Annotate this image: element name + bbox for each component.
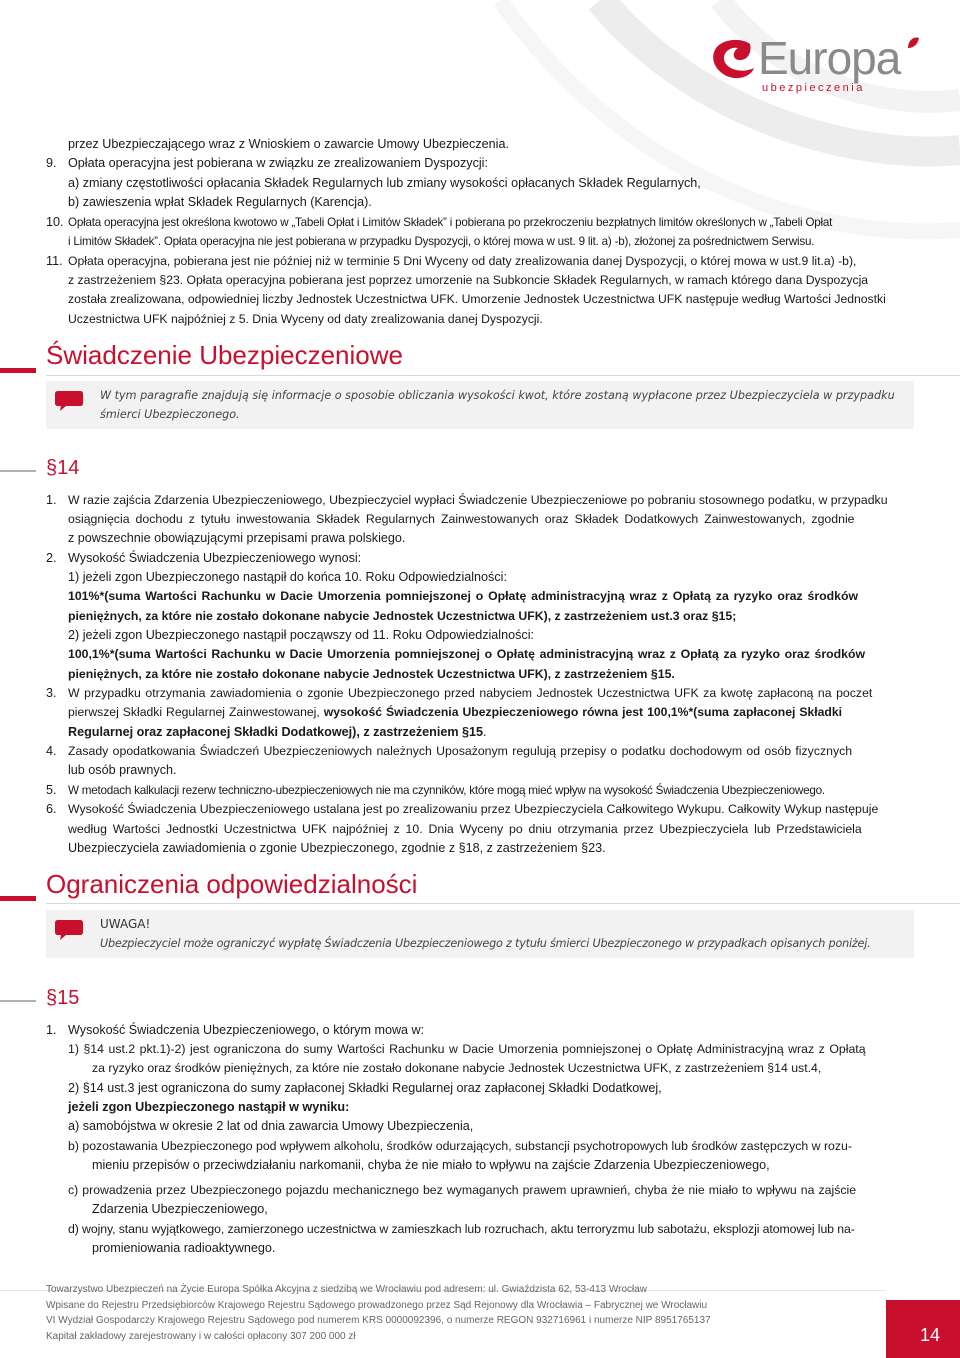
p14-6-line2: według Wartości Jednostki Uczestnictwa UFK najpóźniej z 10. Dnia Wyceny po dniu otrzymania przez Ubezpieczyciela lub Przedstawiciela bbox=[68, 822, 862, 836]
item-number: 1. bbox=[46, 493, 57, 507]
footer-line3: VI Wydział Gospodarczy Krajowego Rejestru Sądowego pod numerem KRS 0000092396, o numerze REGON 932716961 i numerze NIP 8951765137 bbox=[46, 1315, 711, 1327]
p15-1-text: Wysokość Świadczenia Ubezpieczeniowego, o którym mowa w: bbox=[68, 1023, 425, 1037]
warning-callout bbox=[46, 910, 914, 958]
p14-2-2-bold-line2: pieniężnych, za które nie zostało dokonane nabycie Jednostek Uczestnictwa UFK), z zastrzeżeniem §15. bbox=[68, 667, 675, 681]
p15-1-2-text: 2) §14 ust.3 jest ograniczona do sumy zapłaconej Składki Regularnej oraz zapłaconej Składki Dodatkowej, bbox=[68, 1081, 662, 1095]
p15-item-b-line2: mieniu przepisów o przeciwdziałaniu narkomanii, chyba że nie miało to wpływu na zajście Zdarzenia Ubezpieczeniowego, bbox=[92, 1158, 770, 1172]
p14-3-line2-bold: wysokość Świadczenia Ubezpieczeniowego równa jest 100,1%*(suma zapłaconej Składki bbox=[323, 705, 843, 719]
item-number: 10. bbox=[46, 215, 64, 229]
p15-item-d-line1: d) wojny, stanu wyjątkowego, zamierzonego uczestnictwa w zamieszkach lub rozruchach, aktu terroryzmu lub sabotażu, eksplozji atomowej lub na- bbox=[68, 1222, 855, 1236]
p14-1-line1: W razie zajścia Zdarzenia Ubezpieczeniowego, Ubezpieczyciel wypłaci Świadczenie Ubezpieczeniowe po pobraniu stosownego podatku, w przypadku bbox=[68, 493, 888, 507]
paragraph-marker bbox=[0, 1000, 36, 1002]
p14-2-2-text: 2) jeżeli zgon Ubezpieczonego nastąpił począwszy od 11. Roku Odpowiedzialności: bbox=[68, 628, 534, 642]
item-number: 9. bbox=[46, 156, 57, 170]
europa-logo-icon bbox=[710, 38, 756, 80]
callout-line1: Ubezpieczyciel może ograniczyć wypłatę Świadczenia Ubezpieczeniowego z tytułu śmierci Ubezpieczonego w przypadkach opisanych poniżej. bbox=[100, 937, 871, 950]
item-number: 5. bbox=[46, 783, 57, 797]
section-divider bbox=[46, 903, 960, 904]
section-marker bbox=[0, 896, 36, 901]
paragraph-number: §14 bbox=[46, 457, 80, 479]
intro-line: przez Ubezpieczającego wraz z Wnioskiem o zawarcie Umowy Ubezpieczenia. bbox=[68, 137, 509, 151]
logo-wordmark: Europa bbox=[758, 32, 901, 84]
p15-1-1-line2: za ryzyko oraz środków pieniężnych, za które nie zostało dokonane nabycie Jednostek Uczestnictwa UFK, z zastrzeżeniem §14 ust.4, bbox=[92, 1061, 822, 1075]
p14-2-1-bold-line1: 101%*(suma Wartości Rachunku w Dacie Umorzenia pomniejszonej o Opłatę administracyjną wraz z Opłatą za ryzyko oraz środków bbox=[68, 589, 859, 603]
callout-line2: śmierci Ubezpieczonego. bbox=[100, 408, 240, 421]
callout-heading: UWAGA! bbox=[100, 917, 151, 931]
item-number: 3. bbox=[46, 686, 57, 700]
paragraph-marker bbox=[0, 470, 36, 472]
item-11-line2: z zastrzeżeniem §23. Opłata operacyjna pobierana jest poprzez umorzenie na Subkoncie Składek Regularnych, w ramach którego dana Dyspozycja bbox=[68, 273, 869, 287]
p14-5-text: W metodach kalkulacji rezerw techniczno-ubezpieczeniowych nie ma czynników, które mogą mieć wpływ na wysokość Świadczenia Ubezpieczeniowego. bbox=[68, 784, 825, 797]
p14-2-1-text: 1) jeżeli zgon Ubezpieczonego nastąpił do końca 10. Roku Odpowiedzialności: bbox=[68, 570, 507, 584]
item-11-line4: Uczestnictwa UFK najpóźniej z 5. Dnia Wyceny od daty zrealizowania danej Dyspozycji. bbox=[68, 312, 543, 326]
speech-bubble-icon bbox=[54, 918, 84, 942]
p14-2-2-bold-line1: 100,1%*(suma Wartości Rachunku w Dacie Umorzenia pomniejszonej o Opłatę administracyjną wraz z Opłatą za ryzyko oraz środków bbox=[68, 647, 866, 661]
p14-3-line3-bold: Regularnej oraz zapłaconej Składki Dodatkowej), z zastrzeżeniem §15 bbox=[68, 725, 484, 739]
section-title: Świadczenie Ubezpieczeniowe bbox=[46, 340, 403, 370]
p15-item-c-line1: c) prowadzenia przez Ubezpieczonego pojazdu mechanicznego bez wymaganych prawem uprawnień, chyba że nie miało to wpływu na zajście bbox=[68, 1183, 857, 1197]
p14-3-line3 bbox=[68, 723, 487, 742]
item-9-text: Opłata operacyjna jest pobierana w związku ze zrealizowaniem Dyspozycji: bbox=[68, 156, 488, 170]
item-9b-text: b) zawieszenia wpłat Składek Regularnych (Karencja). bbox=[68, 195, 372, 209]
item-10-line1: Opłata operacyjna jest określona kwotowo w „Tabeli Opłat i Limitów Składek” i pobierana po przekroczeniu bezpłatnych limitów określonych w „Tabeli Opłat bbox=[68, 216, 833, 229]
item-number: 1. bbox=[46, 1023, 57, 1037]
p14-4-line1: Zasady opodatkowania Świadczeń Ubezpieczeniowych należnych Uposażonym regulują przepisy o podatku dochodowym od osób fizycznych bbox=[68, 744, 853, 758]
p14-1-line3: z powszechnie obowiązującymi przepisami prawa polskiego. bbox=[68, 531, 406, 545]
item-number: 2. bbox=[46, 551, 57, 565]
item-number: 6. bbox=[46, 802, 57, 816]
item-number: 11. bbox=[46, 254, 63, 268]
item-10-line2: i Limitów Składek”. Opłata operacyjna nie jest pobierana w przypadku Dyspozycji, o której mowa w ust. 9 lit. a) -b), złożonej za pośrednictwem Serwisu. bbox=[68, 235, 815, 248]
europa-logo bbox=[710, 32, 920, 98]
item-number: 4. bbox=[46, 744, 57, 758]
p14-3-line1: W przypadku otrzymania zawiadomienia o zgonie Ubezpieczonego przed nabyciem Jednostek Uczestnictwa UFK za kwotę zapłaconą na poczet bbox=[68, 686, 873, 700]
p14-2-1-bold-line2: pieniężnych, za które nie zostało dokonane nabycie Jednostek Uczestnictwa UFK), z zastrzeżeniem ust.3 oraz §15; bbox=[68, 609, 737, 623]
section-divider bbox=[46, 375, 960, 376]
item-11-line1: Opłata operacyjna, pobierana jest nie później niż w terminie 5 Dni Wyceny od daty zrealizowania danej Dyspozycji, o której mowa w ust.9 lit.a) -b), bbox=[68, 254, 857, 268]
footer-line2: Wpisane do Rejestru Przedsiębiorców Krajowego Rejestru Sądowego prowadzonego przez Sąd Rejonowy dla Wrocławia – Fabrycznej we Wrocławiu bbox=[46, 1299, 708, 1311]
p14-6-line3: Ubezpieczyciela zawiadomienia o zgonie Ubezpieczonego, zgodnie z §18, z zastrzeżeniem §23. bbox=[68, 841, 606, 855]
section-marker bbox=[0, 368, 36, 373]
page-number-box bbox=[886, 1300, 960, 1358]
info-callout bbox=[46, 381, 914, 429]
footer-line1: Towarzystwo Ubezpieczeń na Życie Europa Spółka Akcyjna z siedzibą we Wrocławiu pod adresem: ul. Gwiaździsta 62, 53-413 Wrocław bbox=[46, 1284, 648, 1295]
p14-3-line2-regular: pierwszej Składki Regularnej Zainwestowanej, bbox=[68, 705, 324, 719]
p15-item-b-line1: b) pozostawania Ubezpieczonego pod wpływem alkoholu, środków odurzających, substancji psychotropowych lub środków zastępczych w rozu- bbox=[68, 1139, 852, 1153]
footer-line4: Kapitał zakładowy zarejestrowany i w całości opłacony 307 200 000 zł bbox=[46, 1330, 356, 1342]
p15-1-1-line1: 1) §14 ust.2 pkt.1)-2) jest ograniczona do sumy Wartości Rachunku w Dacie Umorzenia pomniejszonej o Opłatę Administracyjną wraz z Opłatą bbox=[68, 1042, 866, 1056]
p14-3-line2 bbox=[68, 703, 842, 722]
paragraph-number: §15 bbox=[46, 987, 80, 1009]
page-number: 14 bbox=[919, 1325, 940, 1345]
p14-6-line1: Wysokość Świadczenia Ubezpieczeniowego ustalana jest po zrealizowaniu przez Ubezpieczyciela Całkowitego Wykupu. Całkowity Wykup następuje bbox=[68, 802, 879, 816]
footer bbox=[46, 1282, 866, 1344]
callout-line1: W tym paragrafie znajdują się informacje o sposobie obliczania wysokości kwot, które zostaną wypłacone przez Ubezpieczyciela w przypadku bbox=[100, 389, 895, 402]
item-9a-text: a) zmiany częstotliwości opłacania Składek Regularnych lub zmiany wysokości opłacanych Składek Regularnych, bbox=[68, 176, 701, 190]
p15-bold-condition: jeżeli zgon Ubezpieczonego nastąpił w wyniku: bbox=[68, 1100, 350, 1114]
p15-item-d-line2: promieniowania radioaktywnego. bbox=[92, 1241, 276, 1255]
p14-1-line2: osiągnięcia dochodu z tytułu inwestowania Składek Regularnych Zainwestowanych oraz Składek Dodatkowych Zainwestowanych, zgodnie bbox=[68, 512, 855, 526]
logo-tagline: ubezpieczenia bbox=[762, 82, 865, 94]
speech-bubble-icon bbox=[54, 389, 84, 413]
p14-4-line2: lub osób prawnych. bbox=[68, 763, 177, 777]
item-11-line3: została zrealizowana, odpowiedniej liczby Jednostek Uczestnictwa UFK. Umorzenie Jednostek Uczestnictwa UFK następuje według Wartości Jednostki bbox=[68, 292, 886, 306]
p14-2-text: Wysokość Świadczenia Ubezpieczeniowego wynosi: bbox=[68, 551, 362, 565]
p15-item-c-line2: Zdarzenia Ubezpieczeniowego, bbox=[92, 1202, 268, 1216]
logo-accent-icon bbox=[906, 36, 920, 50]
p14-3-line3-end: . bbox=[483, 725, 487, 739]
section-title: Ograniczenia odpowiedzialności bbox=[46, 869, 418, 899]
p15-item-a: a) samobójstwa w okresie 2 lat od dnia zawarcia Umowy Ubezpieczenia, bbox=[68, 1119, 474, 1133]
